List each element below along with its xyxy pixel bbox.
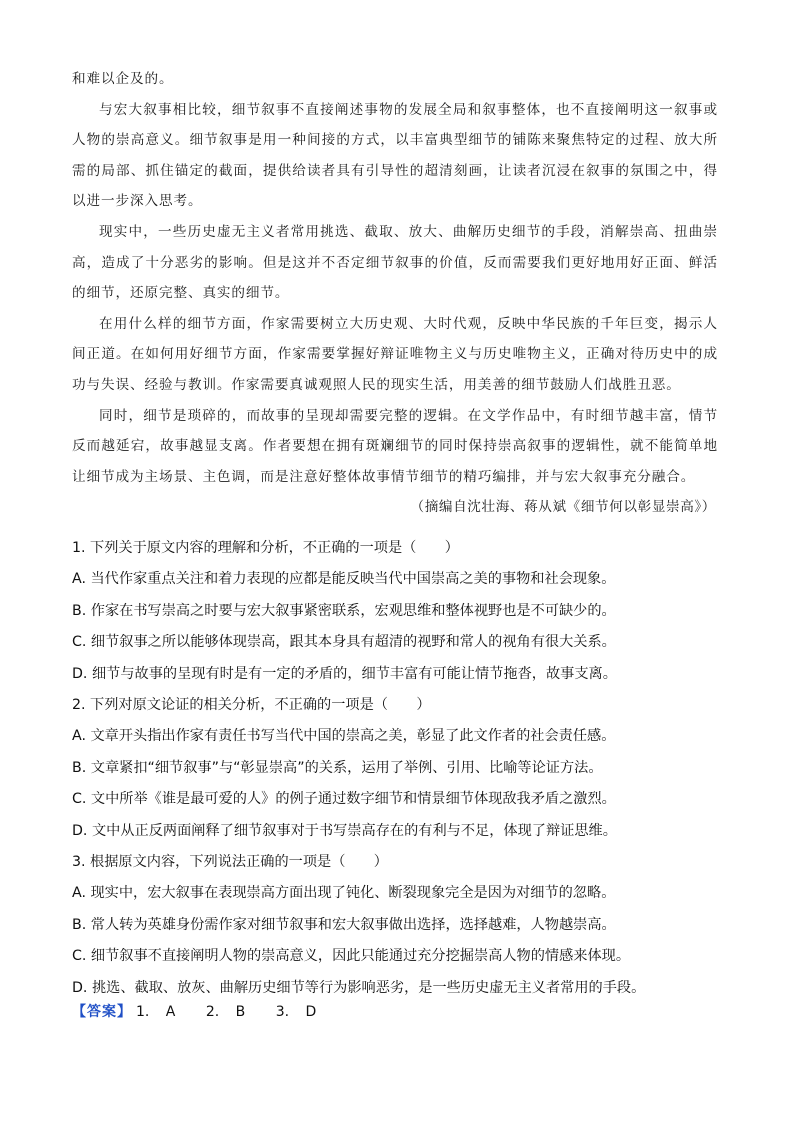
reading-passage [72, 64, 718, 523]
question-stem: 3. 根据原文内容，下列说法正确的一项是（ ） [72, 854, 388, 871]
question-1 [72, 533, 732, 690]
question-option-c: C. 细节叙事不直接阐明人物的崇高意义，因此只能通过充分挖掘崇高人物的情感来体现。 [72, 948, 631, 965]
question-option-b: B. 常人转为英雄身份需作家对细节叙事和宏大叙事做出选择，选择越难，人物越崇高。 [72, 916, 616, 933]
answer-text: 1. A 2. B 3. D [136, 1004, 317, 1020]
question-option-d: D. 挑选、截取、放灰、曲解历史细节等行为影响恶劣，是一些历史虚无主义者常用的手段。 [72, 979, 646, 996]
question-list [72, 533, 732, 1004]
question-option-a: A. 现实中，宏大叙事在表现崇高方面出现了钝化、断裂现象完全是因为对细节的忽略。 [72, 885, 616, 902]
passage-paragraph: 同时，细节是琐碎的，而故事的呈现却需要完整的逻辑。在文学作品中，有时细节越丰富，情节反而越延宕，故事越显支离。作者要想在拥有斑斓细节的同时保持崇高叙事的逻辑性，就不能简单地让细节成为主场景、主色调，而是注意好整体故事情节细节的精巧编排，并与宏大叙事充分融合。 [72, 407, 718, 485]
question-option-c: C. 细节叙事之所以能够体现崇高，跟其本身具有超清的视野和常人的视角有很大关系。 [72, 634, 616, 651]
passage-paragraph: 在用什么样的细节方面，作家需要树立大历史观、大时代观，反映中华民族的千年巨变，揭示人间正道。在如何用好细节方面，作家需要掌握好辩证唯物主义与历史唯物主义，正确对待历史中的成功与失误、经验与教训。作家需要真诚观照人民的现实生活，用美善的细节鼓励人们战胜丑恶。 [72, 315, 718, 393]
question-option-b: B. 文章紧扣“细节叙事”与“彰显崇高”的关系，运用了举例、引用、比喻等论证方法。 [72, 759, 603, 776]
passage-paragraph: 与宏大叙事相比较，细节叙事不直接阐述事物的发展全局和叙事整体，也不直接阐明这一叙事或人物的崇高意义。细节叙事是用一种间接的方式，以丰富典型细节的铺陈来聚焦特定的过程、放大所需的局部、抓住锚定的截面，提供给读者具有引导性的超清刻画，让读者沉浸在叙事的氛围之中，得以进一步深入思考。 [72, 101, 718, 210]
question-option-d: D. 文中从正反两面阐释了细节叙事对于书写崇高存在的有利与不足，体现了辩证思维。 [72, 822, 617, 839]
question-option-a: A. 当代作家重点关注和着力表现的应都是能反映当代中国崇高之美的事物和社会现象。 [72, 571, 616, 588]
answer-label: 【答案】 [72, 1004, 132, 1020]
question-stem: 2. 下列对原文论证的相关分析，不正确的一项是（ ） [72, 697, 431, 714]
answer-key [72, 998, 712, 1026]
question-option-d: D. 细节与故事的呈现有时是有一定的矛盾的，细节丰富有可能让情节拖沓，故事支离。 [72, 665, 617, 682]
question-option-c: C. 文中所举《谁是最可爱的人》的例子通过数字细节和情景细节体现敌我矛盾之激烈。 [72, 791, 616, 808]
passage-paragraph-continuation: 和难以企及的。 [72, 71, 174, 87]
passage-source-citation: （摘编自沈壮海、蒋从斌《细节何以彰显崇高》） [410, 499, 716, 516]
question-2 [72, 690, 732, 847]
passage-paragraph: 现实中，一些历史虚无主义者常用挑选、截取、放大、曲解历史细节的手段，消解崇高、扭曲崇高，造成了十分恶劣的影响。但是这并不否定细节叙事的价值，反而需要我们更好地用好正面、鲜活的细节，还原完整、真实的细节。 [72, 223, 718, 302]
question-3 [72, 847, 732, 1004]
question-option-a: A. 文章开头指出作家有责任书写当代中国的崇高之美，彰显了此文作者的社会责任感。 [72, 728, 616, 745]
question-stem: 1. 下列关于原文内容的理解和分析，不正确的一项是（ ） [72, 540, 459, 556]
question-option-b: B. 作家在书写崇高之时要与宏大叙事紧密联系，宏观思维和整体视野也是不可缺少的。 [72, 602, 616, 619]
